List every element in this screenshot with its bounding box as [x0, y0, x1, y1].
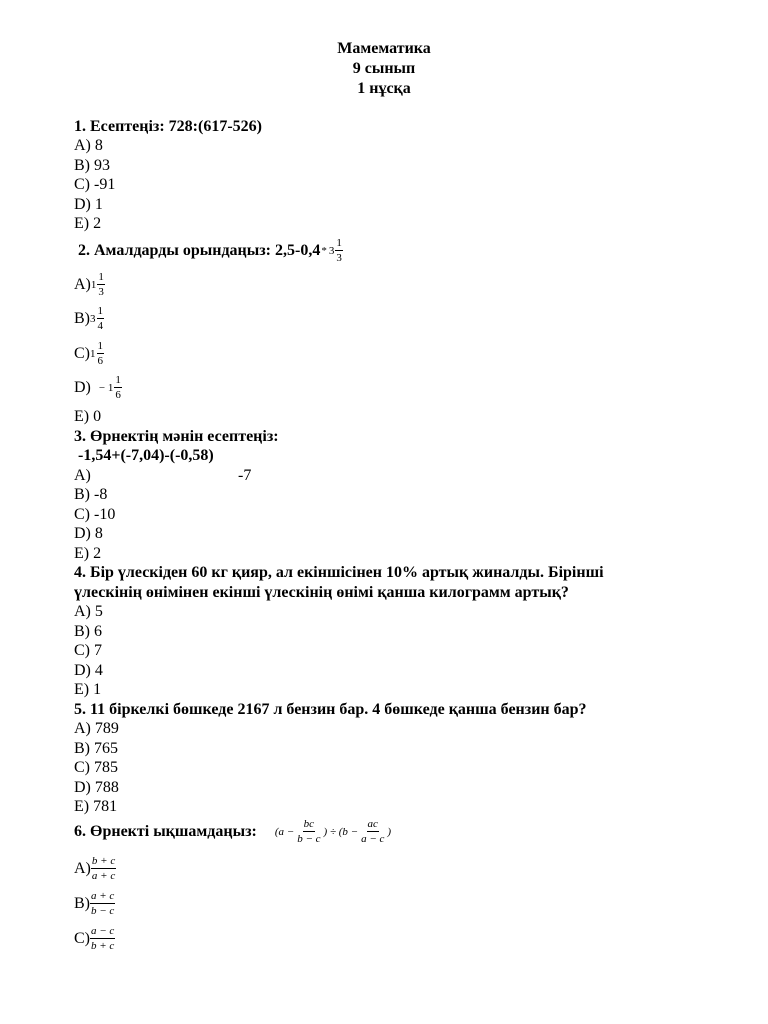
q2-b-den: 4	[97, 320, 103, 332]
q6-open: (a −	[274, 825, 295, 838]
q6-a-label: А)	[74, 859, 91, 877]
q3-expression: -1,54+(-7,04)-(-0,58)	[78, 447, 214, 464]
q2-c-den: 6	[97, 355, 103, 367]
q2-c-whole: 1	[90, 347, 96, 360]
q3-option-e: Е) 2	[74, 545, 102, 562]
q2-option-b	[74, 305, 104, 332]
q6-f1-num: bc	[303, 818, 315, 830]
q2-c-fraction	[97, 340, 105, 367]
q6-a-fraction	[91, 855, 116, 882]
q6-f1-den: b − c	[297, 833, 321, 845]
q6-c-label: С)	[74, 929, 90, 947]
q2-b-fraction	[97, 305, 105, 332]
q2-frac-den: 3	[336, 252, 342, 264]
q6-option-c	[74, 925, 115, 952]
q5-option-b: В) 765	[74, 740, 118, 757]
q6-fraction-1	[296, 818, 321, 845]
q4-option-a: А) 5	[74, 603, 103, 620]
q2-a-num: 1	[98, 271, 104, 283]
q5-option-a: А) 789	[74, 720, 119, 737]
q4-option-e: Е) 1	[74, 681, 102, 698]
q2-option-a	[74, 271, 105, 298]
q5-option-e: Е) 781	[74, 798, 118, 815]
q6-c-fraction	[90, 925, 115, 952]
q1-option-c: С) -91	[74, 176, 116, 193]
q2-d-whole: − 1	[98, 381, 114, 394]
q2-b-num: 1	[97, 305, 103, 317]
q6-f2-den: a − c	[361, 833, 385, 845]
q6-c-num: a − c	[91, 925, 115, 937]
q2-d-label: D)	[74, 378, 91, 396]
q2-d-den: 6	[115, 389, 121, 401]
q2-fraction	[335, 237, 343, 264]
subject-title: Мамематика	[337, 40, 431, 57]
q6-b-fraction	[90, 890, 115, 917]
q2-a-whole: 1	[90, 278, 97, 291]
q6-a-num: b + c	[91, 855, 116, 867]
question-5: 5. 11 біркелкі бөшкеде 2167 л бензин бар. 4 бөшкеде қанша бензин бар?	[74, 701, 587, 718]
question-6	[74, 818, 391, 845]
grade-title: 9 сынып	[352, 60, 416, 77]
question-4-line-2: үлескінің өнімінен екінші үлескінің өнімі қанша килограмм артық?	[74, 584, 569, 601]
q3-option-a: А)	[74, 467, 91, 484]
question-3: 3. Өрнектің мәнін есептеңіз:	[74, 428, 279, 445]
q4-option-b: В) 6	[74, 623, 102, 640]
q1-option-d: D) 1	[74, 196, 103, 213]
q6-c-den: b + c	[91, 940, 115, 952]
q2-c-num: 1	[97, 340, 103, 352]
q2-d-num: 1	[115, 374, 121, 386]
q2-c-label: С)	[74, 344, 90, 362]
q6-b-label: В)	[74, 894, 90, 912]
q3-option-c: С) -10	[74, 506, 116, 523]
q6-close: )	[387, 825, 392, 838]
q2-d-fraction	[114, 374, 122, 401]
q2-option-d	[74, 374, 122, 401]
q2-b-label: В)	[74, 309, 90, 327]
q6-f2-num: ac	[367, 818, 378, 830]
q2-frac-num: 1	[336, 237, 342, 249]
q2-a-den: 3	[98, 286, 104, 298]
q6-fraction-2	[360, 818, 385, 845]
question-2	[78, 237, 343, 264]
q2-option-c	[74, 340, 104, 367]
q6-b-den: b − c	[91, 905, 115, 917]
q1-option-b: В) 93	[74, 157, 110, 174]
q2-whole: 3	[328, 244, 335, 257]
q2-option-e: Е) 0	[74, 408, 102, 425]
q1-option-a: А) 8	[74, 137, 103, 154]
q2-operator: *	[321, 244, 327, 257]
q6-b-num: a + c	[91, 890, 115, 902]
variant-title: 1 нұсқа	[357, 80, 411, 97]
q4-option-d: D) 4	[74, 662, 103, 679]
q1-option-e: Е) 2	[74, 215, 102, 232]
q2-b-whole: 3	[90, 312, 96, 325]
q3-option-b: В) -8	[74, 486, 108, 503]
q5-option-d: D) 788	[74, 779, 119, 796]
q2-text: 2. Амалдарды орындаңыз: 2,5-0,4	[78, 241, 321, 259]
q5-option-c: С) 785	[74, 759, 118, 776]
q6-option-a	[74, 855, 116, 882]
q6-middle: ) ÷ (b −	[323, 825, 359, 838]
q6-text: 6. Өрнекті ықшамдаңыз:	[74, 822, 257, 840]
q4-option-c: С) 7	[74, 642, 102, 659]
q6-a-den: a + c	[91, 870, 116, 882]
q3-option-d: D) 8	[74, 525, 103, 542]
q6-option-b	[74, 890, 115, 917]
q2-a-label: А)	[74, 275, 91, 293]
q2-a-fraction	[97, 271, 105, 298]
question-1: 1. Есептеңіз: 728:(617-526)	[74, 118, 262, 135]
q3-option-a-value: -7	[238, 467, 252, 484]
question-4-line-1: 4. Бір үлескіден 60 кг қияр, ал екіншісінен 10% артық жиналды. Бірінші	[74, 564, 604, 581]
